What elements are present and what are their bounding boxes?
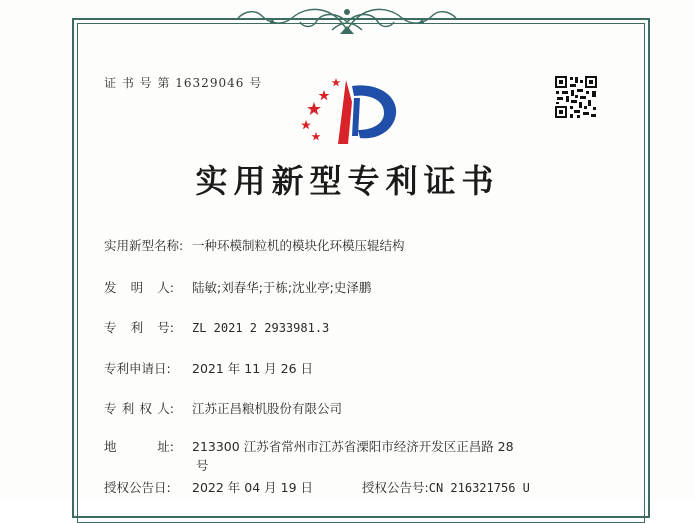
field-label: 专 利 权 人: xyxy=(104,401,174,416)
field-value: 陆敏;刘春华;于栋;沈业亭;史泽鹏 xyxy=(192,280,372,295)
field-address-continued: 号 xyxy=(196,458,209,473)
patent-office-emblem-icon xyxy=(298,72,408,154)
field-label: 授权公告日: xyxy=(104,480,171,495)
field-label: 授权公告号: xyxy=(362,480,429,495)
field-value: CN 216321756 U xyxy=(428,481,530,495)
field-value: 2022 年 04 月 19 日 xyxy=(192,480,313,495)
field-label: 地 址: xyxy=(104,439,174,454)
field-value: 江苏正昌粮机股份有限公司 xyxy=(192,401,343,416)
field-grant-date xyxy=(104,478,313,496)
certificate-number xyxy=(104,74,262,91)
field-value: 一种环模制粒机的模块化环模压辊结构 xyxy=(192,238,405,253)
field-patent-owner xyxy=(104,399,342,417)
field-value: ZL 2021 2 2933981.3 xyxy=(192,321,330,335)
field-value: 2021 年 11 月 26 日 xyxy=(192,361,313,376)
field-patent-number xyxy=(104,318,329,336)
field-label: 发 明 人: xyxy=(104,280,174,295)
border-ornament-icon xyxy=(232,0,462,38)
certificate-number-label: 证 书 号 第 xyxy=(104,76,171,90)
field-value: 213300 江苏省常州市江苏省溧阳市经济开发区正昌路 28 xyxy=(192,439,514,454)
certificate-number-suffix: 号 xyxy=(249,76,263,90)
field-address xyxy=(104,437,514,455)
field-filing-date xyxy=(104,359,313,377)
qr-code-icon xyxy=(553,74,599,120)
field-label: 实用新型名称: xyxy=(104,238,184,253)
certificate-number-value: 16329046 xyxy=(175,76,245,90)
field-label: 专 利 号: xyxy=(104,320,174,335)
field-grant-number xyxy=(362,478,530,496)
field-inventors xyxy=(104,278,371,296)
field-label: 专利申请日: xyxy=(104,361,171,376)
certificate-title: 实用新型专利证书 xyxy=(195,162,500,200)
field-utility-model-name xyxy=(104,236,405,254)
